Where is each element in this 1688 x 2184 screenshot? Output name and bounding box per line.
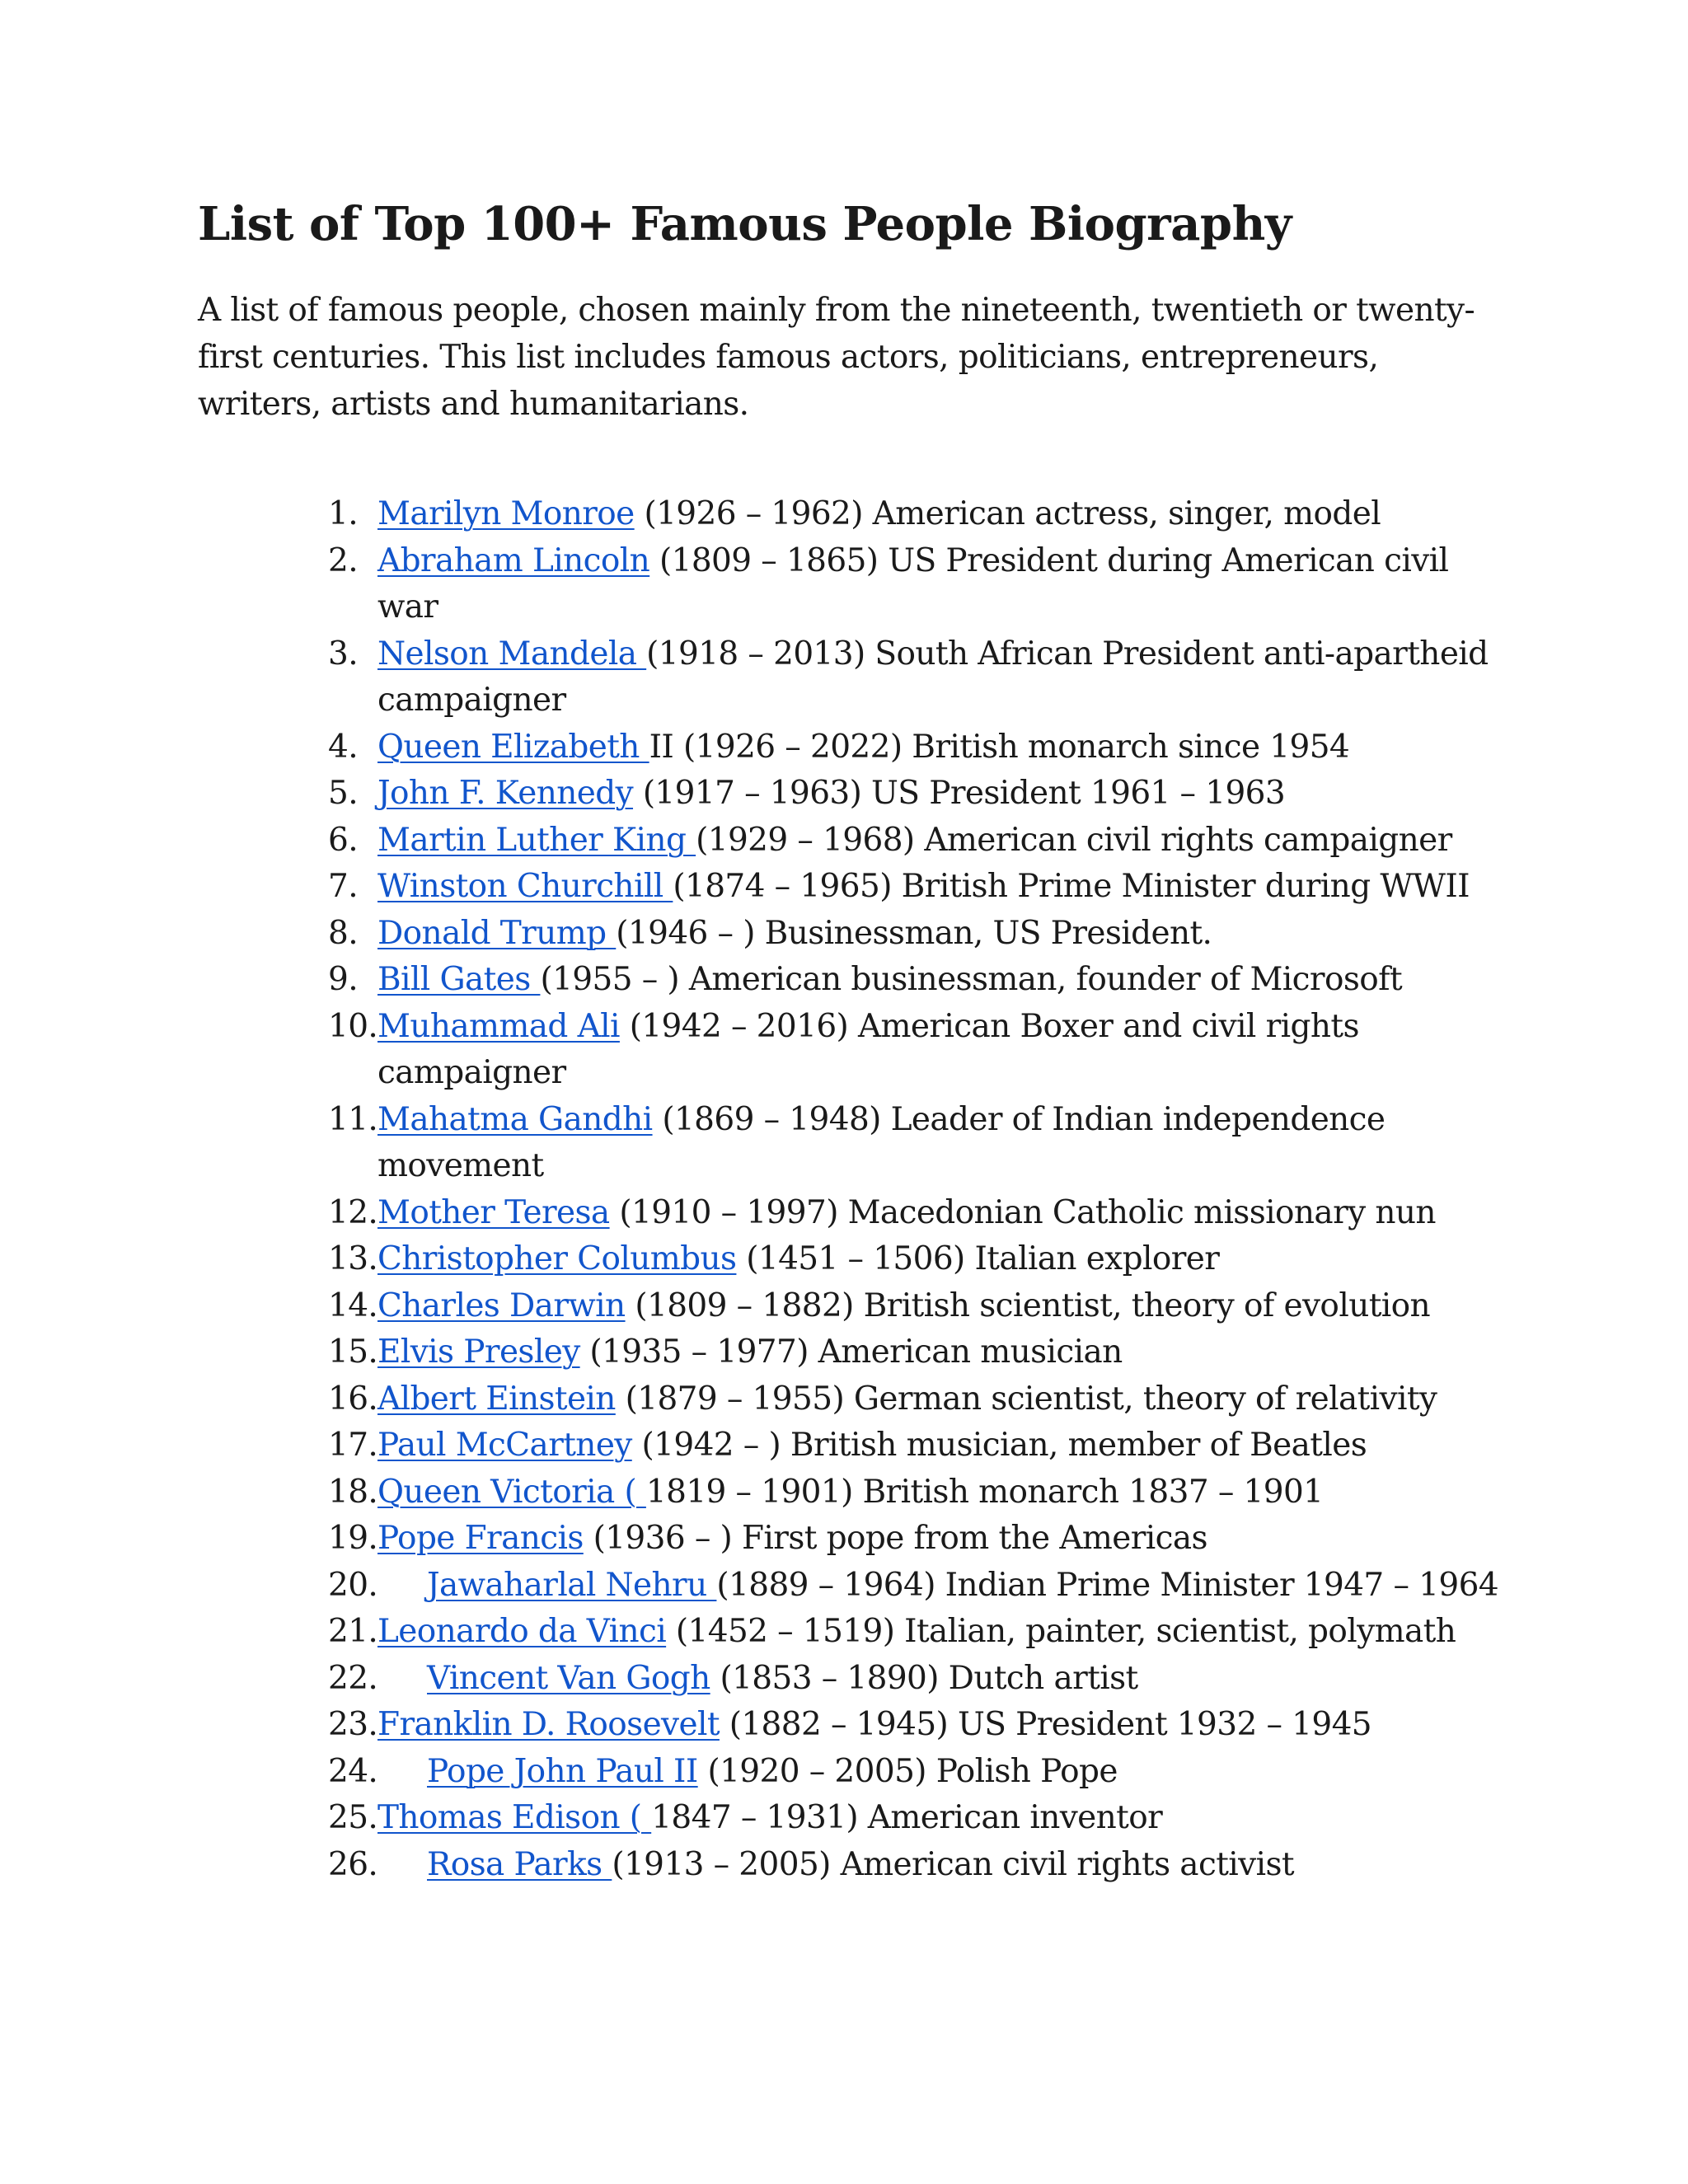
list-item	[0, 1469, 1688, 1516]
list-item	[0, 864, 1688, 911]
list-item	[0, 957, 1688, 1004]
list-item-number: 4.	[328, 728, 359, 766]
list-item-number: 25.	[328, 1799, 378, 1836]
list-item	[0, 491, 1688, 538]
list-item-number: 22.	[328, 1659, 378, 1697]
list-item-number: 7.	[328, 868, 359, 905]
list-item-number: 6.	[328, 821, 359, 859]
list-item-number: 19.	[328, 1520, 378, 1557]
list-item	[0, 1097, 1688, 1190]
list-item	[0, 1609, 1688, 1656]
list-item	[0, 1516, 1688, 1563]
list-item-number: 17.	[328, 1427, 378, 1464]
list-item-text	[377, 1422, 1498, 1469]
person-link[interactable]: Marilyn Monroe	[377, 495, 635, 532]
list-item-text	[377, 771, 1498, 818]
list-item-text	[377, 1329, 1498, 1376]
person-description: (1936 – ) First pope from the Americas	[583, 1520, 1207, 1557]
person-description: (1942 – ) British musician, member of Beatles	[631, 1427, 1367, 1464]
person-link[interactable]: Nelson Mandela	[377, 635, 647, 673]
person-link[interactable]: Christopher Columbus	[377, 1240, 737, 1277]
person-description: (1889 – 1964) Indian Prime Minister 1947 – 1964	[716, 1566, 1498, 1604]
list-item-text	[377, 1609, 1498, 1656]
person-link[interactable]: Paul McCartney	[377, 1427, 632, 1464]
list-item-text	[377, 1656, 1498, 1703]
list-item-number: 20.	[328, 1566, 378, 1604]
list-item-text	[377, 1702, 1498, 1749]
list-item-number: 26.	[328, 1845, 378, 1883]
intro-paragraph: A list of famous people, chosen mainly from the nineteenth, twentieth or twenty-first centuries. This list includes famous actors, politicians, entrepreneurs, writers, artists and humanitarians.	[198, 292, 1475, 423]
list-item-number: 10.	[328, 1007, 378, 1045]
list-item	[0, 631, 1688, 724]
person-link[interactable]: Mahatma Gandhi	[377, 1100, 653, 1138]
list-item	[0, 1749, 1688, 1796]
list-item-number: 21.	[328, 1613, 378, 1650]
list-item-number: 15.	[328, 1333, 378, 1371]
list-item	[0, 1329, 1688, 1376]
list-item-text	[377, 911, 1498, 958]
list-item-text	[377, 1004, 1498, 1097]
list-item-text	[377, 818, 1498, 865]
person-description: (1918 – 2013) South African President anti-apartheid campaigner	[377, 635, 1489, 719]
list-item-number: 12.	[328, 1193, 378, 1231]
list-item	[0, 1842, 1688, 1889]
person-link[interactable]: Donald Trump	[377, 914, 617, 952]
person-link[interactable]: Bill Gates	[377, 961, 541, 998]
person-link[interactable]: Martin Luther King	[377, 821, 696, 859]
list-item-number: 16.	[328, 1380, 378, 1418]
person-link[interactable]: Jawaharlal Nehru	[427, 1566, 717, 1604]
person-link[interactable]: Pope John Paul II	[427, 1752, 698, 1790]
list-item-number: 11.	[328, 1100, 378, 1138]
list-item-text	[377, 491, 1498, 538]
person-link[interactable]: Leonardo da Vinci	[377, 1613, 667, 1650]
person-description: (1882 – 1945) US President 1932 – 1945	[719, 1706, 1372, 1743]
famous-people-list	[0, 491, 1688, 1888]
person-link[interactable]: Thomas Edison (	[377, 1799, 652, 1836]
person-link[interactable]: Muhammad Ali	[377, 1007, 620, 1045]
list-item	[0, 1563, 1688, 1610]
list-item-text	[377, 1749, 1498, 1796]
person-link[interactable]: Vincent Van Gogh	[427, 1659, 710, 1697]
person-link[interactable]: Winston Churchill	[377, 868, 673, 905]
person-link[interactable]: Franklin D. Roosevelt	[377, 1706, 720, 1743]
list-item-number: 13.	[328, 1240, 378, 1277]
person-link[interactable]: Elvis Presley	[377, 1333, 580, 1371]
list-item	[0, 1190, 1688, 1237]
list-item	[0, 1283, 1688, 1330]
list-item	[0, 1004, 1688, 1097]
list-item-number: 24.	[328, 1752, 378, 1790]
list-item-text	[377, 957, 1498, 1004]
person-description: (1809 – 1865) US President during American civil war	[377, 541, 1449, 626]
person-link[interactable]: Charles Darwin	[377, 1286, 626, 1324]
list-item	[0, 1236, 1688, 1283]
list-item-number: 8.	[328, 914, 359, 952]
person-description: (1809 – 1882) British scientist, theory of evolution	[625, 1286, 1431, 1324]
person-link[interactable]: Queen Victoria (	[377, 1473, 646, 1511]
person-description: (1926 – 1962) American actress, singer, model	[634, 495, 1381, 532]
person-description: (1929 – 1968) American civil rights campaigner	[696, 821, 1452, 859]
list-item-text	[377, 1795, 1498, 1842]
list-item-text	[377, 864, 1498, 911]
list-item-text	[377, 1563, 1498, 1610]
list-item-text	[377, 724, 1498, 771]
person-link[interactable]: Mother Teresa	[377, 1193, 610, 1231]
person-description: (1920 – 2005) Polish Pope	[697, 1752, 1118, 1790]
list-item-number: 18.	[328, 1473, 378, 1511]
person-description: 1819 – 1901) British monarch 1837 – 1901	[645, 1473, 1324, 1511]
person-link[interactable]: Queen Elizabeth	[377, 728, 649, 766]
person-description: (1451 – 1506) Italian explorer	[736, 1240, 1220, 1277]
person-description: (1942 – 2016) American Boxer and civil rights campaigner	[377, 1007, 1359, 1091]
person-description: (1869 – 1948) Leader of Indian independence movement	[377, 1100, 1386, 1184]
person-description: (1917 – 1963) US President 1961 – 1963	[633, 775, 1286, 812]
person-description: (1874 – 1965) British Prime Minister during WWII	[673, 868, 1470, 905]
person-link[interactable]: Abraham Lincoln	[377, 541, 650, 579]
list-item-number: 9.	[328, 961, 359, 998]
person-description: 1847 – 1931) American inventor	[651, 1799, 1163, 1836]
list-item	[0, 1702, 1688, 1749]
person-description: (1879 – 1955) German scientist, theory of relativity	[615, 1380, 1437, 1418]
list-item	[0, 911, 1688, 958]
list-item-number: 1.	[328, 495, 359, 532]
list-item	[0, 771, 1688, 818]
list-item	[0, 724, 1688, 771]
person-link[interactable]: John F. Kennedy	[377, 775, 634, 812]
list-item	[0, 1422, 1688, 1469]
list-item-text	[377, 1097, 1498, 1190]
list-item-number: 2.	[328, 541, 359, 579]
list-item	[0, 1656, 1688, 1703]
list-item-number: 3.	[328, 635, 359, 673]
page-title: List of Top 100+ Famous People Biography	[198, 197, 1292, 251]
list-item-text	[377, 1376, 1498, 1423]
person-link[interactable]: Rosa Parks	[427, 1845, 612, 1883]
list-item-text	[377, 1842, 1498, 1889]
person-description: (1946 – ) Businessman, US President.	[616, 914, 1212, 952]
person-link[interactable]: Albert Einstein	[377, 1380, 616, 1418]
list-item	[0, 1795, 1688, 1842]
person-description: (1853 – 1890) Dutch artist	[710, 1659, 1138, 1697]
list-item	[0, 818, 1688, 865]
person-description: (1935 – 1977) American musician	[579, 1333, 1123, 1371]
list-item-text	[377, 1236, 1498, 1283]
list-item-text	[377, 1469, 1498, 1516]
list-item-text	[377, 631, 1498, 724]
list-item-text	[377, 538, 1498, 631]
list-item-number: 23.	[328, 1706, 378, 1743]
person-description: (1452 – 1519) Italian, painter, scientist, polymath	[666, 1613, 1456, 1650]
person-description: (1913 – 2005) American civil rights activist	[612, 1845, 1294, 1883]
list-item	[0, 538, 1688, 631]
list-item-text	[377, 1516, 1498, 1563]
list-item	[0, 1376, 1688, 1423]
person-description: (1910 – 1997) Macedonian Catholic missionary nun	[609, 1193, 1436, 1231]
list-item-text	[377, 1190, 1498, 1237]
person-description: (1955 – ) American businessman, founder of Microsoft	[540, 961, 1403, 998]
list-item-number: 5.	[328, 775, 359, 812]
list-item-text	[377, 1283, 1498, 1330]
person-description: II (1926 – 2022) British monarch since 1954	[649, 728, 1350, 766]
list-item-number: 14.	[328, 1286, 378, 1324]
person-link[interactable]: Pope Francis	[377, 1520, 584, 1557]
